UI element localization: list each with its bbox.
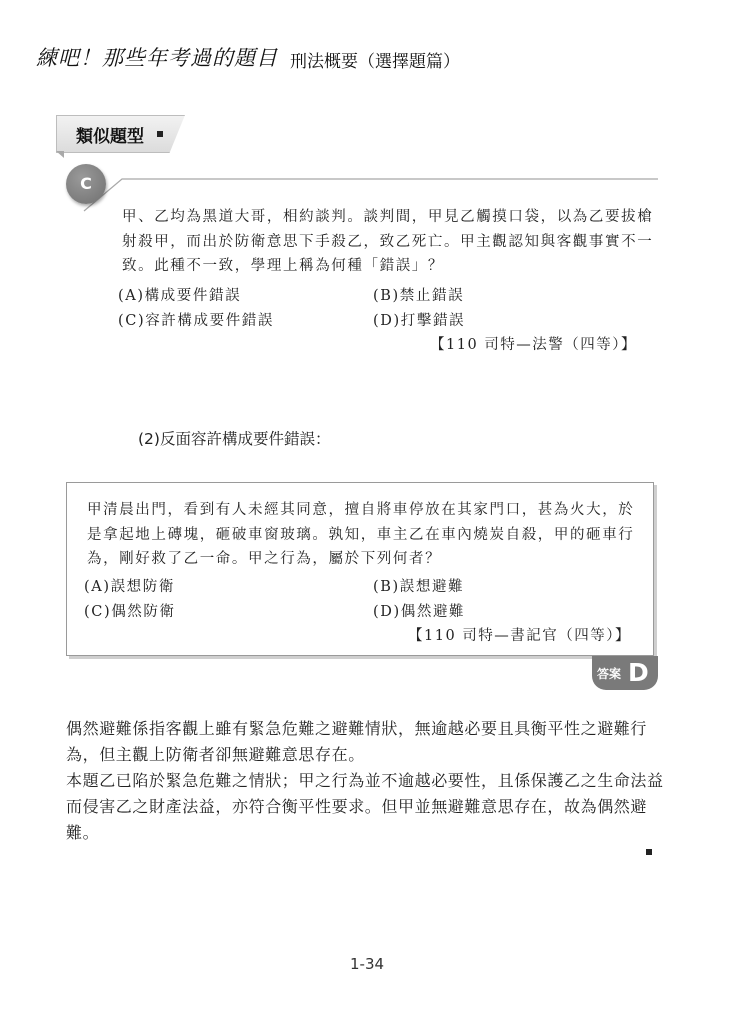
question2-option-c: (C)偶然防衛 (84, 604, 176, 620)
question1-source: 【110 司特—法警（四等）】 (430, 337, 638, 353)
header-book-title: 刑法概要（選擇題篇） (290, 52, 460, 72)
end-square-icon (646, 849, 652, 855)
question1-option-a: (A)構成要件錯誤 (118, 288, 242, 304)
question2-source: 【110 司特—書記官（四等）】 (408, 628, 632, 644)
question2-option-d: (D)偶然避難 (373, 604, 466, 620)
question1-stem: 甲、乙均為黑道大哥，相約談判。談判間，甲見乙觸摸口袋，以為乙要拔槍射殺甲，而出於防衛意思下手殺乙，致乙死亡。甲主觀認知與客觀事實不一致。此種不一致，學理上稱為何種「錯誤」？ (122, 209, 654, 274)
question2-stem: 甲清晨出門，看到有人未經其同意，擅自將車停放在其家門口，甚為火大，於是拿起地上磚塊，砸破車窗玻璃。孰知，車主乙在車內燒炭自殺，甲的砸車行為，剛好救了乙一命。甲之行為，屬於下列何者？ (87, 502, 635, 567)
sub-heading: (2)反面容許構成要件錯誤： (138, 430, 331, 448)
question1-option-b: (B)禁止錯誤 (373, 288, 465, 304)
question1-option-c: (C)容許構成要件錯誤 (118, 313, 275, 329)
header-script-title: 練吧！那些年考過的題目 (36, 46, 278, 70)
question2-option-b: (B)誤想避難 (373, 579, 465, 595)
section-tag-square-icon (157, 131, 163, 137)
question-answer-badge: C (66, 164, 106, 204)
answer-value: D (628, 658, 649, 687)
explanation-paragraph-1: 偶然避難係指客觀上雖有緊急危難之避難情狀，無逾越必要且具衡平性之避難行為，但主觀上防衛者卻無避難意思存在。 (66, 719, 648, 764)
page-number: 1-34 (350, 955, 385, 973)
answer-label: 答案 (597, 667, 622, 681)
question2-option-a: (A)誤想防衛 (84, 579, 175, 595)
explanation-paragraph-2: 本題乙已陷於緊急危難之情狀；甲之行為並不逾越必要性，且係保護乙之生命法益而侵害乙之財產法益，亦符合衡平性要求。但甲並無避難意思存在，故為偶然避難。 (66, 771, 664, 842)
question1-option-d: (D)打擊錯誤 (373, 313, 466, 329)
section-tag-fold (56, 151, 64, 158)
section-tag-label: 類似題型 (76, 127, 144, 147)
